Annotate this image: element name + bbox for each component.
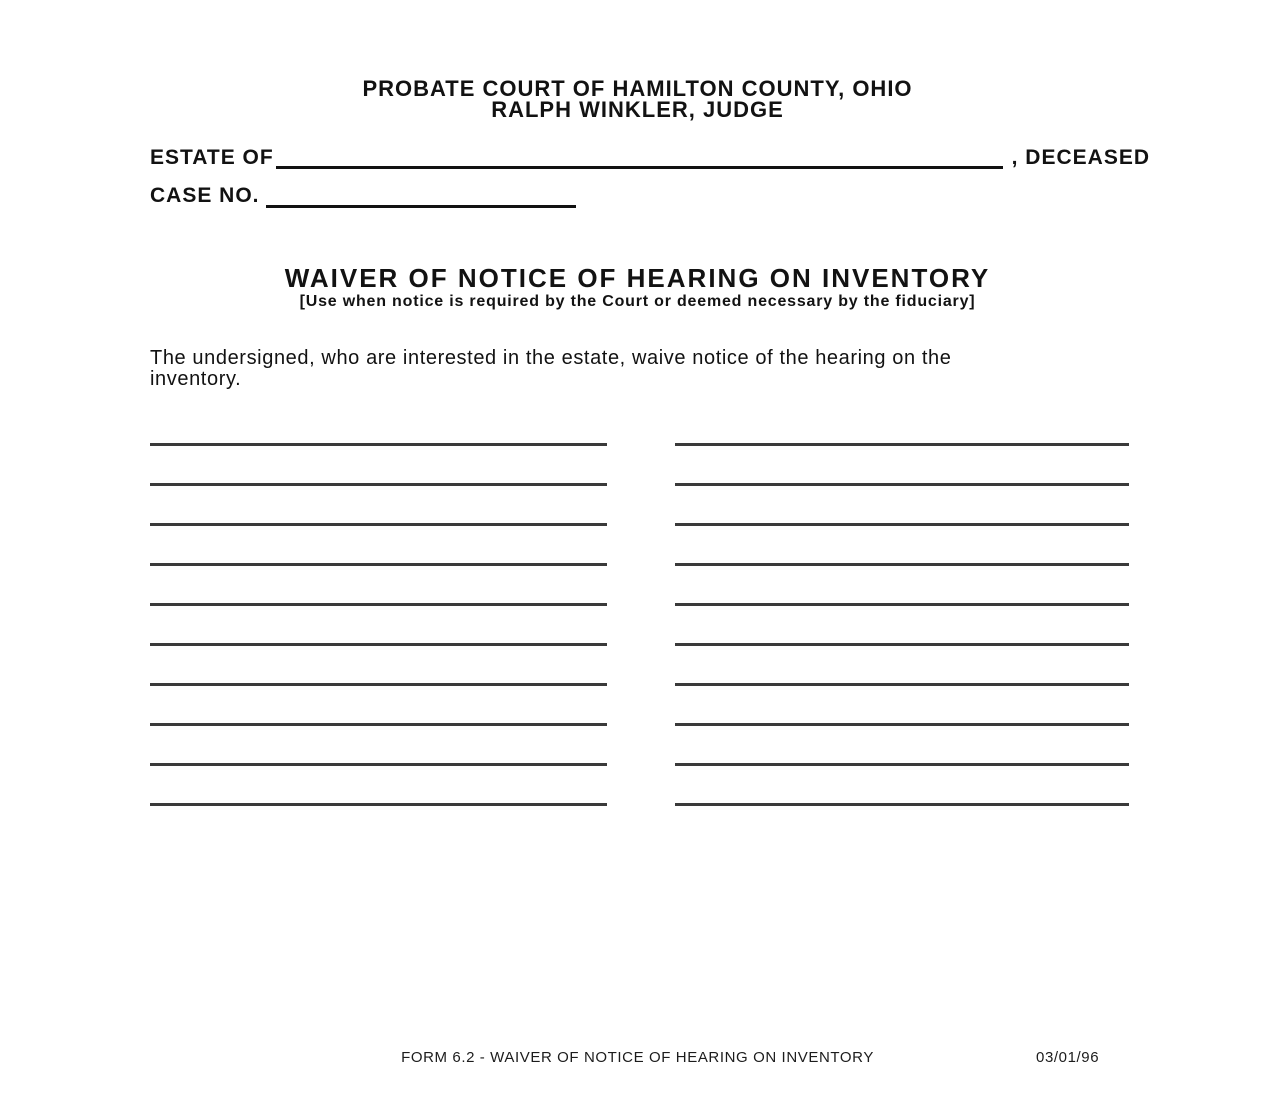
estate-name-field[interactable]	[276, 143, 1003, 169]
signature-line[interactable]	[675, 486, 1129, 526]
waiver-statement	[150, 348, 1140, 390]
footer-form-label: FORM 6.2 - WAIVER OF NOTICE OF HEARING ON INVENTORY	[401, 1049, 874, 1066]
signature-line[interactable]	[675, 686, 1129, 726]
signature-line[interactable]	[150, 726, 607, 766]
signature-line[interactable]	[150, 486, 607, 526]
estate-of-row	[150, 143, 1150, 170]
signature-line[interactable]	[675, 726, 1129, 766]
waiver-statement-line-2: inventory.	[150, 368, 242, 390]
form-subtitle: [Use when notice is required by the Court or deemed necessary by the fiduciary]	[299, 293, 976, 310]
case-no-row	[150, 183, 576, 208]
case-no-label: CASE NO.	[150, 184, 260, 207]
signature-line[interactable]	[150, 406, 607, 446]
signature-line[interactable]	[675, 526, 1129, 566]
page-footer	[0, 1049, 1275, 1066]
signature-line[interactable]	[150, 606, 607, 646]
signature-line[interactable]	[675, 446, 1129, 486]
court-name: PROBATE COURT OF HAMILTON COUNTY, OHIO	[362, 76, 913, 101]
footer-date: 03/01/96	[1036, 1049, 1100, 1066]
signature-line[interactable]	[150, 766, 607, 806]
form-title: WAIVER OF NOTICE OF HEARING ON INVENTORY	[284, 263, 991, 293]
signature-line[interactable]	[675, 766, 1129, 806]
estate-of-label: ESTATE OF	[150, 146, 274, 169]
signature-grid	[150, 406, 1129, 806]
signature-line[interactable]	[150, 686, 607, 726]
deceased-label: , DECEASED	[1011, 146, 1150, 169]
judge-name: RALPH WINKLER, JUDGE	[491, 97, 784, 122]
signature-line[interactable]	[675, 566, 1129, 606]
court-header	[0, 78, 1275, 120]
signature-line[interactable]	[675, 406, 1129, 446]
signature-line[interactable]	[150, 646, 607, 686]
title-block	[0, 265, 1275, 311]
signature-line[interactable]	[675, 606, 1129, 646]
signature-line[interactable]	[150, 566, 607, 606]
waiver-statement-line-1: The undersigned, who are interested in the estate, waive notice of the hearing on the	[150, 347, 952, 369]
signature-line[interactable]	[150, 526, 607, 566]
signature-line[interactable]	[150, 446, 607, 486]
signature-line[interactable]	[675, 646, 1129, 686]
case-no-field[interactable]	[266, 183, 576, 208]
